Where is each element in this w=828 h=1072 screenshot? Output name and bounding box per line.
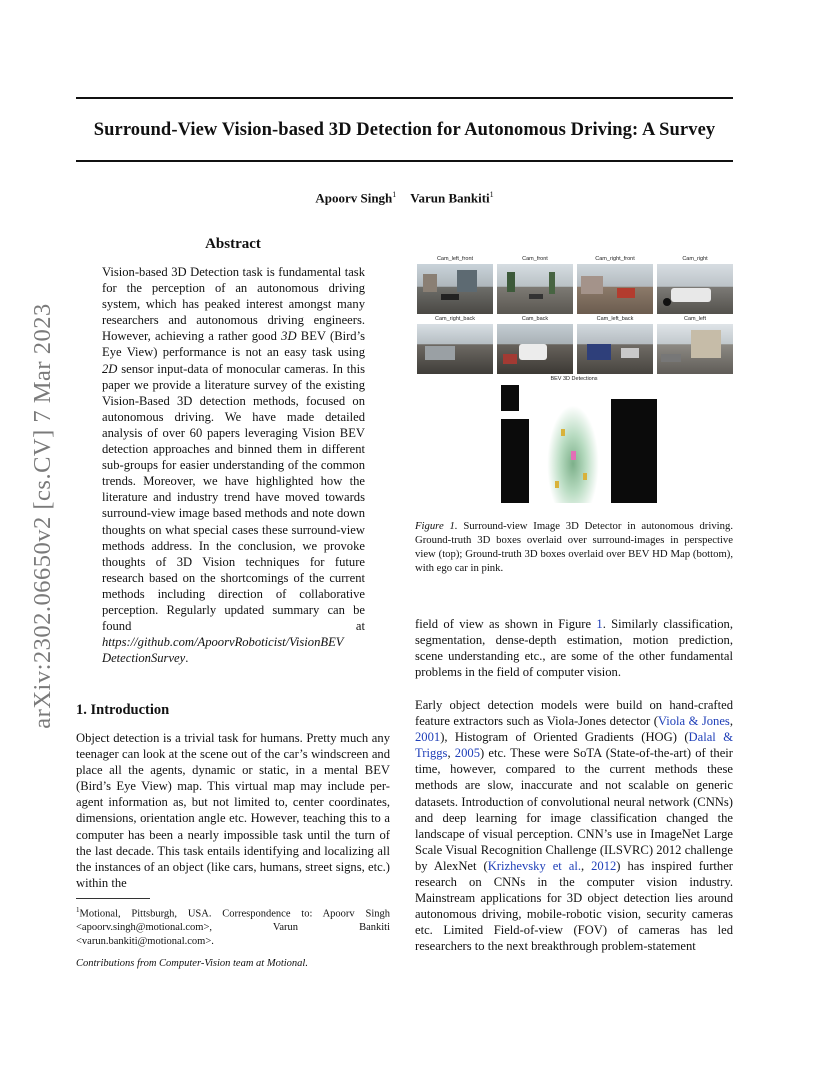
- figure-ref[interactable]: 1: [596, 617, 603, 631]
- author-name: Apoorv Singh: [315, 190, 393, 206]
- arxiv-identifier: arXiv:2302.06650v2 [cs.CV] 7 Mar 2023: [29, 303, 56, 729]
- camera-image: [577, 264, 653, 314]
- paper-title: Surround-View Vision-based 3D Detection for Autonomous Driving: A Survey: [93, 120, 716, 140]
- abstract-heading: Abstract: [205, 236, 261, 252]
- figure-caption: Figure 1. Surround-view Image 3D Detector in autonomous driving. Ground-truth 3D boxes overlaid over surround-images in perspective view (top); Ground-truth 3D boxes overlaid over BEV HD Map (bottom), with ego car in pink.: [415, 520, 733, 574]
- citation-year[interactable]: 2001: [415, 730, 441, 745]
- cam-label: Cam_right_front: [595, 256, 635, 262]
- camera-image: [577, 324, 653, 374]
- abstract-body: Vision-based 3D Detection task is fundamental task for the perception of an autonomous driving system, which has peaked interest amongst many researchers and autonomous driving engineers. However, achieving a rather good 3D BEV (Bird’s Eye View) performance is not an easy task using 2D sensor input-data of monocular cameras. In this paper we provide a literature survey of the existing Vision-Based 3D detection methods, focused on autonomous driving. We have made detailed analysis of over 60 papers leveraging Vision BEV detection approaches and binned them in different sub-groups for easier understanding of the common trends. Moreover, we have highlighted how the literature and industry trend have moved towards surround-view image based methods and note down thoughts on what special cases these surround-view methods address. In the conclusion, we provoke thoughts of 3D Vision techniques for future research based on the shortcomings of the current methods including direction of collaborative perception. Regularly updated summary can be found at https://github.com/ApoorvRoboticist/VisionBEV DetectionSurvey.: [102, 265, 365, 666]
- cam-label: Cam_right: [682, 256, 708, 262]
- citation-link[interactable]: Krizhevsky et al.: [487, 858, 581, 873]
- citation-year[interactable]: 2005: [454, 746, 480, 761]
- top-rule: [76, 97, 733, 99]
- emphasis: 3D: [281, 329, 297, 344]
- camera-image: [657, 324, 733, 374]
- right-paragraph-2: Early object detection models were build on hand-crafted feature extractors such as Viola-Jones detector (Viola & Jones, 2001), Histogram of Oriented Gradients (HOG) (Dalal & Triggs, 2005) etc. These were SoTA (State-of-the-art) of their time, however, compared to the current methods these methods are slow, inaccurate and not scalable on generic datasets. Introduction of convolutional neural network (CNNs) and deep learning for image classification changed the landscape of visual perception. CNN’s use in ImageNet Large Scale Visual Recognition Challenge (ILSVRC) 2012 challenge by AlexNet (Krizhevsky et al., 2012) has inspired further research on CNNs in the computer vision industry. Mainstream applications for 3D object detection lies around autonomous driving, mobile-robotic vision, security cameras etc. Limited Field-of-view (FOV) of cameras has led researchers to the next breakthrough problem-statement: [415, 698, 734, 954]
- cam-label: Cam_left_back: [596, 316, 634, 322]
- citation-year[interactable]: 2012: [591, 858, 617, 873]
- bev-map: [501, 385, 657, 503]
- author-name: Varun Bankiti: [410, 190, 490, 206]
- affiliation-mark: 1: [392, 190, 397, 199]
- cam-label: Cam_back: [521, 316, 549, 322]
- affiliation-mark: 1: [489, 190, 494, 199]
- citation-link[interactable]: Dalal & Triggs: [415, 730, 734, 761]
- camera-image: [417, 324, 493, 374]
- footnote-rule: [76, 898, 150, 899]
- contribution-note: Contributions from Computer-Vision team at Motional.: [76, 958, 308, 969]
- cam-label: Cam_front: [522, 256, 548, 262]
- intro-paragraph: Object detection is a trivial task for humans. Pretty much any teenager can look at the scene out of the car’s windscreen and place all the agents, dynamic or static, in a mental BEV (Bird’s Eye View) map. This virtual map may include per-agent information as, but not limited to, center coordinates, dimensions, orientation angle etc. However, teaching this to a computer has been a nearly impossible task until the turn of the last decade. This task entails identifying and localizing all the instances of an object (like cars, humans, street signs, etc.) within the: [76, 731, 390, 890]
- emphasis: 2D: [102, 361, 118, 376]
- camera-image: [497, 264, 573, 314]
- section-heading: 1. Introduction: [76, 702, 170, 718]
- footnote: $^1$Motional, Pittsburgh, USA. Correspondence to: Apoorv Singh <apoorv.singh@motional.com>, Varun Bankiti <varun.bankiti@motional.com>.: [76, 906, 390, 947]
- camera-image: [657, 264, 733, 314]
- citation-link[interactable]: Viola & Jones: [657, 714, 730, 729]
- camera-image: [417, 264, 493, 314]
- right-paragraph-1: field of view as shown in Figure 1. Similarly classification, segmentation, dense-depth estimation, motion prediction, scene understanding etc., are some of the other fundamental problems in the field of computer vision.: [415, 617, 733, 680]
- cam-label: Cam_right_back: [434, 316, 476, 322]
- cam-label: Cam_left: [683, 316, 706, 322]
- author-list: [76, 190, 733, 206]
- bev-label: BEV 3D Detections: [550, 376, 598, 382]
- repo-link[interactable]: https://github.com/ApoorvRoboticist/VisionBEV: [102, 635, 344, 650]
- cam-label: Cam_left_front: [436, 256, 474, 262]
- figure-label: Figure 1.: [415, 520, 458, 532]
- figure-1: [415, 256, 733, 506]
- repo-link-cont[interactable]: DetectionSurvey: [102, 651, 186, 666]
- camera-image: [497, 324, 573, 374]
- title-bottom-rule: [76, 160, 733, 162]
